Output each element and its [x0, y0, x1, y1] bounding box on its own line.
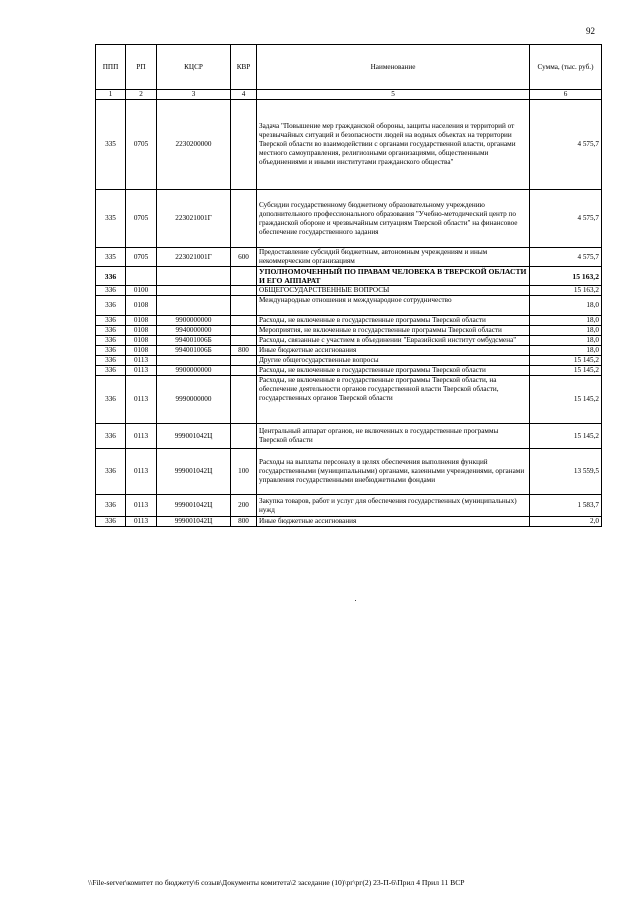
- cell-name: ОБЩЕГОСУДАРСТВЕННЫЕ ВОПРОСЫ: [257, 286, 530, 296]
- cell-sum: 15 163,2: [530, 267, 602, 286]
- cell-rp: 0113: [126, 366, 157, 376]
- col-header-kcsr: КЦСР: [157, 45, 231, 90]
- cell-ppp: 336: [96, 366, 126, 376]
- table-header-row: [96, 45, 602, 90]
- cell-kvr: [231, 366, 257, 376]
- cell-kcsr: 994001006Б: [157, 336, 231, 346]
- cell-name: Расходы, не включенные в государственные программы Тверской области: [257, 316, 530, 326]
- cell-kvr: 800: [231, 517, 257, 527]
- table-row: [96, 449, 602, 495]
- cell-kcsr: 223021001Г: [157, 190, 231, 248]
- cell-ppp: 336: [96, 449, 126, 495]
- cell-kvr: [231, 190, 257, 248]
- cell-rp: [126, 267, 157, 286]
- cell-name: Субсидии государственному бюджетному образовательному учреждению дополнительного профессионального образования "Учебно-методический центр по гражданской обороне и чрезвычайным ситуациям Тверской области" на финансовое обеспечение государственного задания: [257, 190, 530, 248]
- cell-name: Расходы, не включенные в государственные программы Тверской области, на обеспечение деятельности органов государственной власти Тверской области, государственных органов Тверской области: [257, 376, 530, 424]
- cell-sum: 4 575,7: [530, 190, 602, 248]
- page-number: 92: [586, 26, 595, 36]
- cell-ppp: 336: [96, 326, 126, 336]
- cell-ppp: 336: [96, 346, 126, 356]
- cell-rp: 0108: [126, 296, 157, 316]
- cell-rp: 0113: [126, 495, 157, 517]
- col-header-ppp: ППП: [96, 45, 126, 90]
- table-row: [96, 326, 602, 336]
- cell-sum: 15 145,2: [530, 376, 602, 424]
- cell-rp: 0108: [126, 316, 157, 326]
- cell-ppp: 336: [96, 376, 126, 424]
- budget-table: [95, 44, 602, 527]
- table-row: [96, 286, 602, 296]
- table-row: [96, 376, 602, 424]
- cell-sum: 4 575,7: [530, 100, 602, 190]
- cell-ppp: 336: [96, 267, 126, 286]
- col-header-kvr: КВР: [231, 45, 257, 90]
- cell-rp: 0705: [126, 100, 157, 190]
- table-row: [96, 190, 602, 248]
- col-header-name: Наименование: [257, 45, 530, 90]
- cell-ppp: 335: [96, 100, 126, 190]
- cell-ppp: 336: [96, 495, 126, 517]
- column-index: 5: [257, 90, 530, 100]
- cell-ppp: 336: [96, 316, 126, 326]
- cell-sum: 18,0: [530, 346, 602, 356]
- column-index-row: [96, 90, 602, 100]
- table-row: [96, 356, 602, 366]
- cell-kcsr: 9900000000: [157, 316, 231, 326]
- cell-ppp: 336: [96, 356, 126, 366]
- scan-speck: [355, 600, 356, 601]
- cell-kcsr: 9940000000: [157, 326, 231, 336]
- cell-sum: 15 145,2: [530, 366, 602, 376]
- cell-sum: 13 559,5: [530, 449, 602, 495]
- cell-rp: 0113: [126, 449, 157, 495]
- cell-rp: 0705: [126, 248, 157, 267]
- cell-kvr: [231, 356, 257, 366]
- cell-name: Расходы, связанные с участием в объединении "Евразийский институт омбудсмена": [257, 336, 530, 346]
- cell-rp: 0100: [126, 286, 157, 296]
- table-row: [96, 336, 602, 346]
- cell-ppp: 336: [96, 424, 126, 449]
- table-row: [96, 316, 602, 326]
- cell-kcsr: [157, 356, 231, 366]
- cell-kvr: [231, 296, 257, 316]
- cell-name: Иные бюджетные ассигнования: [257, 346, 530, 356]
- cell-kvr: [231, 424, 257, 449]
- table-row: [96, 100, 602, 190]
- cell-sum: 18,0: [530, 296, 602, 316]
- cell-kcsr: 999001042Ц: [157, 449, 231, 495]
- cell-kcsr: 999001042Ц: [157, 495, 231, 517]
- cell-ppp: 336: [96, 336, 126, 346]
- cell-kvr: [231, 336, 257, 346]
- cell-sum: 18,0: [530, 336, 602, 346]
- table-row: [96, 248, 602, 267]
- cell-name: Закупка товаров, работ и услуг для обеспечения государственных (муниципальных) нужд: [257, 495, 530, 517]
- cell-kcsr: 9900000000: [157, 366, 231, 376]
- cell-ppp: 336: [96, 517, 126, 527]
- table-row: [96, 366, 602, 376]
- column-index: 6: [530, 90, 602, 100]
- col-header-rp: РП: [126, 45, 157, 90]
- cell-name: Задача "Повышение мер гражданской обороны, защиты населения и территорий от чрезвычайных ситуаций и безопасности людей на водных объектах на территории Тверской области во взаимодействии с органами государственной власти, органами местного самоуправления, религиозными организациями, общественными объединениями и иными институтами гражданского общества": [257, 100, 530, 190]
- cell-kcsr: 223021001Г: [157, 248, 231, 267]
- cell-kcsr: [157, 267, 231, 286]
- cell-kvr: 200: [231, 495, 257, 517]
- cell-name: УПОЛНОМОЧЕННЫЙ ПО ПРАВАМ ЧЕЛОВЕКА В ТВЕРСКОЙ ОБЛАСТИ И ЕГО АППАРАТ: [257, 267, 530, 286]
- table-row: [96, 346, 602, 356]
- cell-name: Расходы на выплаты персоналу в целях обеспечения выполнения функций государственными (муниципальными) органами, казенными учреждениями, органами управления государственными внебюджетными фондами: [257, 449, 530, 495]
- cell-kcsr: 999001042Ц: [157, 517, 231, 527]
- cell-rp: 0108: [126, 326, 157, 336]
- cell-kvr: 800: [231, 346, 257, 356]
- cell-rp: 0113: [126, 376, 157, 424]
- cell-sum: 1 583,7: [530, 495, 602, 517]
- cell-kvr: [231, 100, 257, 190]
- cell-name: Предоставление субсидий бюджетным, автономным учреждениям и иным некоммерческим организациям: [257, 248, 530, 267]
- cell-sum: 4 575,7: [530, 248, 602, 267]
- column-index: 3: [157, 90, 231, 100]
- cell-kcsr: 2230200000: [157, 100, 231, 190]
- cell-sum: 2,0: [530, 517, 602, 527]
- cell-kcsr: 994001006Б: [157, 346, 231, 356]
- cell-sum: 18,0: [530, 316, 602, 326]
- table-row: [96, 424, 602, 449]
- cell-name: Международные отношения и международное сотрудничество: [257, 296, 530, 316]
- cell-kvr: 600: [231, 248, 257, 267]
- cell-rp: 0705: [126, 190, 157, 248]
- cell-sum: 15 163,2: [530, 286, 602, 296]
- table-row: [96, 517, 602, 527]
- column-index: 1: [96, 90, 126, 100]
- table-row: [96, 495, 602, 517]
- cell-kvr: [231, 286, 257, 296]
- cell-rp: 0108: [126, 346, 157, 356]
- table-row: [96, 267, 602, 286]
- table-row: [96, 296, 602, 316]
- cell-kvr: 100: [231, 449, 257, 495]
- cell-kcsr: [157, 296, 231, 316]
- cell-sum: 18,0: [530, 326, 602, 336]
- col-header-sum: Сумма, (тыс. руб.): [530, 45, 602, 90]
- cell-kvr: [231, 376, 257, 424]
- cell-kvr: [231, 326, 257, 336]
- cell-name: Другие общегосударственные вопросы: [257, 356, 530, 366]
- cell-kvr: [231, 267, 257, 286]
- cell-name: Иные бюджетные ассигнования: [257, 517, 530, 527]
- cell-sum: 15 145,2: [530, 356, 602, 366]
- cell-kcsr: 999001042Ц: [157, 424, 231, 449]
- cell-ppp: 335: [96, 190, 126, 248]
- cell-ppp: 336: [96, 296, 126, 316]
- cell-kcsr: 9990000000: [157, 376, 231, 424]
- cell-name: Мероприятия, не включенные в государственные программы Тверской области: [257, 326, 530, 336]
- cell-rp: 0113: [126, 356, 157, 366]
- file-path-footer: \\File-server\комитет по бюджету\6 созыв\Документы комитета\2 заседание (10)\рг\рг(2) 23-П-6\Прил 4 Прил 11 ВСР: [88, 878, 465, 887]
- cell-ppp: 336: [96, 286, 126, 296]
- cell-kcsr: [157, 286, 231, 296]
- cell-rp: 0108: [126, 336, 157, 346]
- column-index: 2: [126, 90, 157, 100]
- cell-sum: 15 145,2: [530, 424, 602, 449]
- cell-rp: 0113: [126, 517, 157, 527]
- cell-rp: 0113: [126, 424, 157, 449]
- cell-name: Расходы, не включенные в государственные программы Тверской области: [257, 366, 530, 376]
- cell-ppp: 335: [96, 248, 126, 267]
- cell-kvr: [231, 316, 257, 326]
- column-index: 4: [231, 90, 257, 100]
- cell-name: Центральный аппарат органов, не включенных в государственные программы Тверской области: [257, 424, 530, 449]
